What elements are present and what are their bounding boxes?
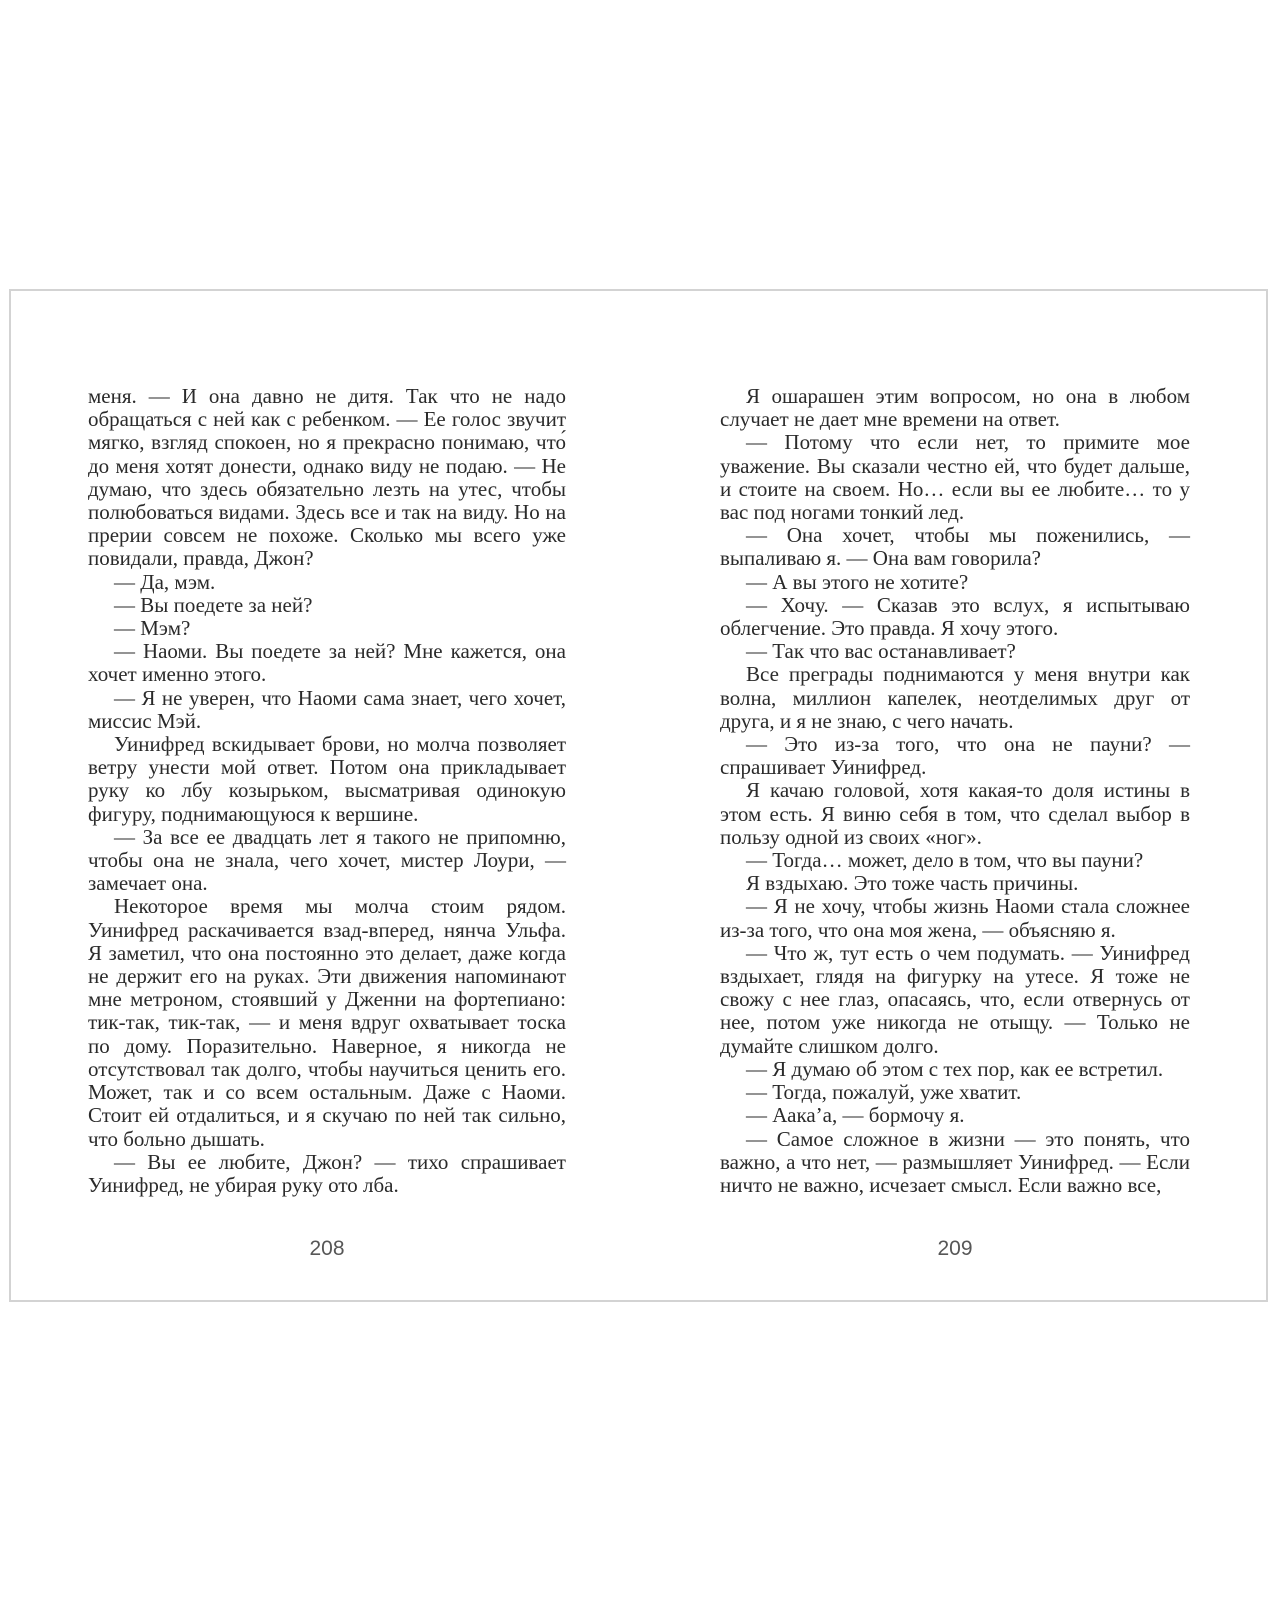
page-right-text-column xyxy=(720,385,1190,1197)
paragraph: — Самое сложное в жизни — это понять, что важно, а что нет, — размышляет Уинифред. — Если ничто не важно, исчезает смысл. Если важно все, xyxy=(720,1126,1190,1197)
paragraph: Я ошарашен этим вопросом, но она в любом случает не дает мне времени на ответ. xyxy=(720,384,1190,432)
paragraph: — А вы этого не хотите? xyxy=(746,569,969,594)
page-number-left: 208 xyxy=(309,1237,345,1260)
paragraph: — Да, мэм. xyxy=(114,569,216,594)
paragraph: Уинифред вскидывает брови, но молча позволяет ветру унести мой ответ. Потом она прикладывает руку ко лбу козырьком, высматривая одинокую фигуру, поднимающуюся к вершине. xyxy=(88,732,566,826)
paragraph: меня. — И она давно не дитя. Так что не надо обращаться с ней как с ребенком. — Ее голос звучит мягко, взгляд спокоен, но я прекрасно понимаю, что́ до меня хотят донести, однако виду не подаю. — Не думаю, что здесь обязательно лезть на утес, чтобы полюбоваться видами. Здесь все и так на виду. Но на прерии совсем не похоже. Сколько мы всего уже повидали, правда, Джон? xyxy=(88,384,566,571)
paragraph: — Тогда… может, дело в том, что вы пауни? xyxy=(746,848,1144,873)
paragraph: — Аака’а, — бормочу я. xyxy=(746,1103,965,1128)
paragraph: — Вы ее любите, Джон? — тихо спрашивает Уинифред, не убирая руку ото лба. xyxy=(88,1149,566,1197)
paragraph: — Мэм? xyxy=(114,616,191,641)
paragraph: — Она хочет, чтобы мы поженились, — выпаливаю я. — Она вам говорила? xyxy=(720,523,1190,571)
paragraph: — Я думаю об этом с тех пор, как ее встретил. xyxy=(746,1056,1164,1081)
book-spread-card xyxy=(9,289,1268,1302)
paragraph: Некоторое время мы молча стоим рядом. Уинифред раскачивается взад-вперед, нянча Ульфа. Я заметил, что она постоянно это делает, даже когда не держит его на руках. Эти движения напоминают мне метроном, стоявший у Дженни на фортепиано: тик-так, тик-так, — и меня вдруг охватывает тоска по дому. Поразительно. Наверное, я никогда не отсутствовал так долго, чтобы научиться ценить его. Может, так и со всем остальным. Даже с Наоми. Стоит ей отдалиться, и я скучаю по ней так сильно, что больно дышать. xyxy=(88,894,566,1151)
paragraph: — Это из-за того, что она не пауни? — спрашивает Уинифред. xyxy=(720,732,1190,780)
paragraph: — Что ж, тут есть о чем подумать. — Уинифред вздыхает, глядя на фигурку на утесе. Я тоже не свожу с нее глаз, опасаясь, что, если отвернусь от нее, потом уже никогда не отыщу. — Только не думайте слишком долго. xyxy=(720,940,1190,1058)
paragraph: — За все ее двадцать лет я такого не припомню, чтобы она не знала, чего хочет, мистер Лоури, — замечает она. xyxy=(88,824,566,896)
paragraph: Я качаю головой, хотя какая-то доля истины в этом есть. Я виню себя в том, что сделал выбор в пользу одной из своих «ног». xyxy=(720,778,1190,849)
paragraph: — Так что вас останавливает? xyxy=(746,639,1016,664)
paragraph: Я вздыхаю. Это тоже часть причины. xyxy=(746,871,1079,896)
paragraph: Все преграды поднимаются у меня внутри как волна, миллион капелек, неотделимых друг от друга, и я не знаю, с чего начать. xyxy=(720,662,1190,733)
paragraph: — Я не уверен, что Наоми сама знает, чего хочет, миссис Мэй. xyxy=(88,685,566,733)
paragraph: — Потому что если нет, то примите мое уважение. Вы сказали честно ей, что будет дальше, и стоите на своем. Но… если вы ее любите… то у вас под ногами тонкий лед. xyxy=(720,430,1190,525)
paragraph: — Хочу. — Сказав это вслух, я испытываю облегчение. Это правда. Я хочу этого. xyxy=(720,592,1190,641)
paragraph: — Наоми. Вы поедете за ней? Мне кажется, она хочет именно этого. xyxy=(88,639,566,687)
page-right xyxy=(720,384,1190,1260)
page-number-right: 209 xyxy=(937,1237,973,1260)
paragraph: — Тогда, пожалуй, уже хватит. xyxy=(746,1080,1022,1105)
book-spread xyxy=(88,385,1266,1300)
paragraph: — Вы поедете за ней? xyxy=(114,592,313,617)
paragraph: — Я не хочу, чтобы жизнь Наоми стала сложнее из-за того, что она моя жена, — объясняю я. xyxy=(720,894,1190,942)
page-left-text-column xyxy=(88,385,566,1197)
page-left xyxy=(88,384,566,1260)
